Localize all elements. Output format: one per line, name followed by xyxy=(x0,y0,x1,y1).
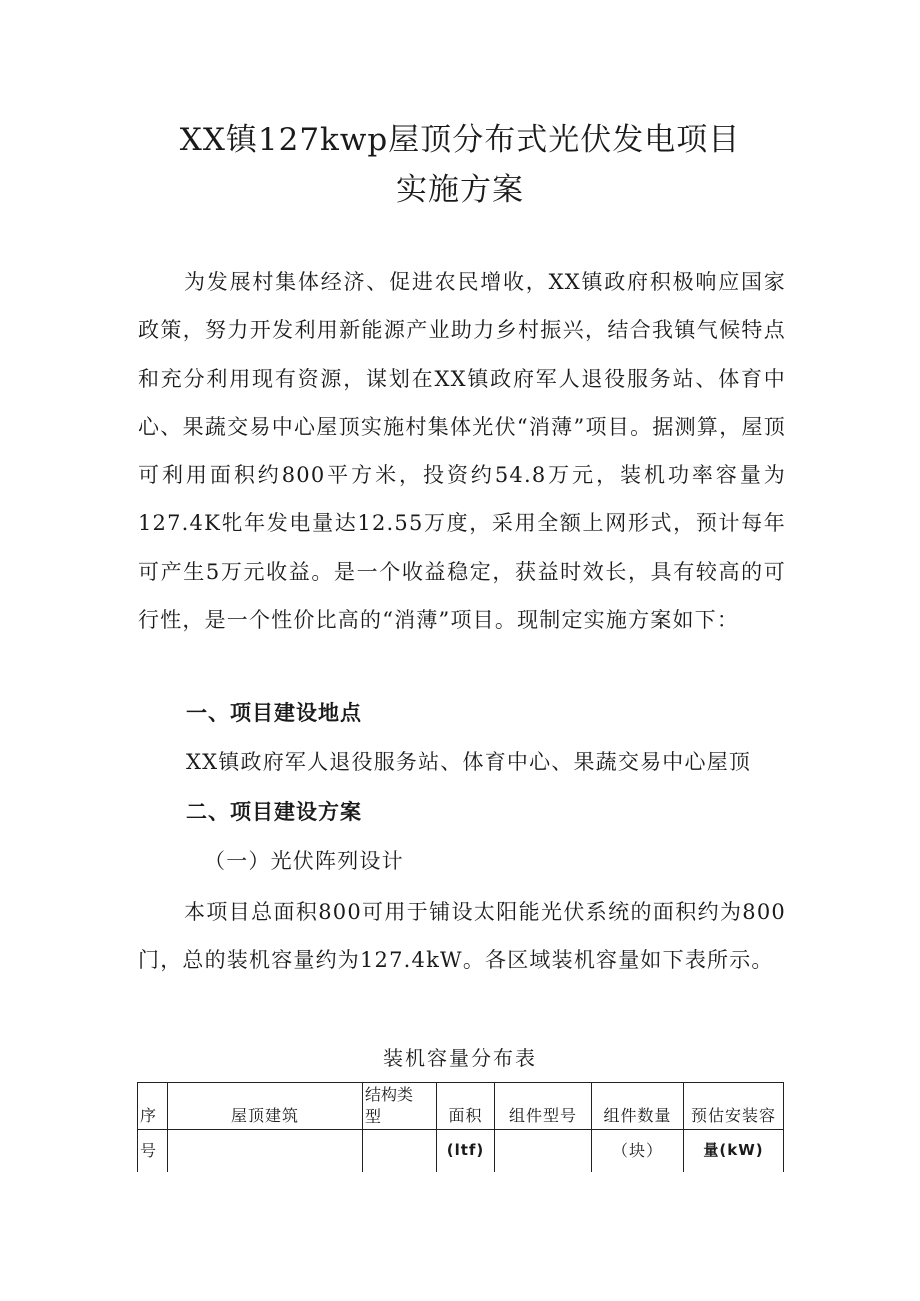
header-structure-label-line2: 型 xyxy=(365,1107,382,1126)
intro-paragraph: 为发展村集体经济、促进农民增收，XX镇政府积极响应国家政策，努力开发利用新能源产业助力乡村振兴，结合我镇气候特点和充分利用现有资源，谋划在XX镇政府军人退役服务站、体育中心、果蔬交易中心屋顶实施村集体光伏“消薄”项目。据测算，屋顶可利用面积约800平方米，投资约54.8万元，装机功率容量为127.4K牝年发电量达12.55万度，采用全额上网形式，预计每年可产生5万元收益。是一个收益稳定，获益时效长，具有较高的可行性，是一个性价比高的“消薄”项目。现制定实施方案如下： xyxy=(138,270,786,633)
header-structure-cell xyxy=(363,1083,437,1130)
header-building-cell xyxy=(168,1083,363,1130)
table-unit-row xyxy=(138,1130,784,1173)
unit-module-count-label: （块） xyxy=(611,1141,663,1160)
unit-module-model-cell xyxy=(495,1130,592,1173)
unit-building-cell xyxy=(168,1130,363,1173)
unit-area-label: (ltf) xyxy=(446,1140,485,1159)
capacity-distribution-table xyxy=(137,1082,784,1172)
header-module-model-cell xyxy=(495,1083,592,1130)
header-structure-label-line1: 结构类 xyxy=(365,1085,414,1104)
unit-seq-cell xyxy=(138,1130,168,1173)
section2-paragraph: 本项目总面积800可用于铺设太阳能光伏系统的面积约为800门，总的装机容量约为127.4kW。各区域装机容量如下表所示。 xyxy=(138,900,786,973)
header-area-cell xyxy=(437,1083,495,1130)
header-seq-cell xyxy=(138,1083,168,1130)
unit-structure-cell xyxy=(363,1130,437,1173)
document-title-line2: 实施方案 xyxy=(396,172,524,208)
unit-module-count-cell xyxy=(592,1130,684,1173)
header-module-model-label: 组件型号 xyxy=(508,1106,577,1125)
unit-capacity-label: 量(kW) xyxy=(703,1141,764,1159)
header-capacity-label: 预估安装容 xyxy=(690,1106,776,1125)
unit-area-cell xyxy=(437,1130,495,1173)
header-building-label: 屋顶建筑 xyxy=(230,1106,299,1125)
table-caption: 装机容量分布表 xyxy=(383,1046,537,1070)
table-header-row xyxy=(138,1083,784,1130)
header-module-count-label: 组件数量 xyxy=(603,1106,672,1125)
unit-capacity-cell xyxy=(684,1130,784,1173)
header-capacity-cell xyxy=(684,1083,784,1130)
header-module-count-cell xyxy=(592,1083,684,1130)
unit-seq-label: 号 xyxy=(140,1141,158,1160)
document-title-line1: XX镇127kwp屋顶分布式光伏发电项目 xyxy=(179,122,741,158)
subsection1-heading: （一）光伏阵列设计 xyxy=(204,849,404,873)
header-area-label: 面积 xyxy=(448,1106,483,1125)
section1-text: XX镇政府军人退役服务站、体育中心、果蔬交易中心屋顶 xyxy=(186,750,752,774)
section2-heading: 二、项目建设方案 xyxy=(186,800,362,824)
section1-heading: 一、项目建设地点 xyxy=(186,701,362,725)
header-seq-label: 序 xyxy=(140,1106,158,1125)
